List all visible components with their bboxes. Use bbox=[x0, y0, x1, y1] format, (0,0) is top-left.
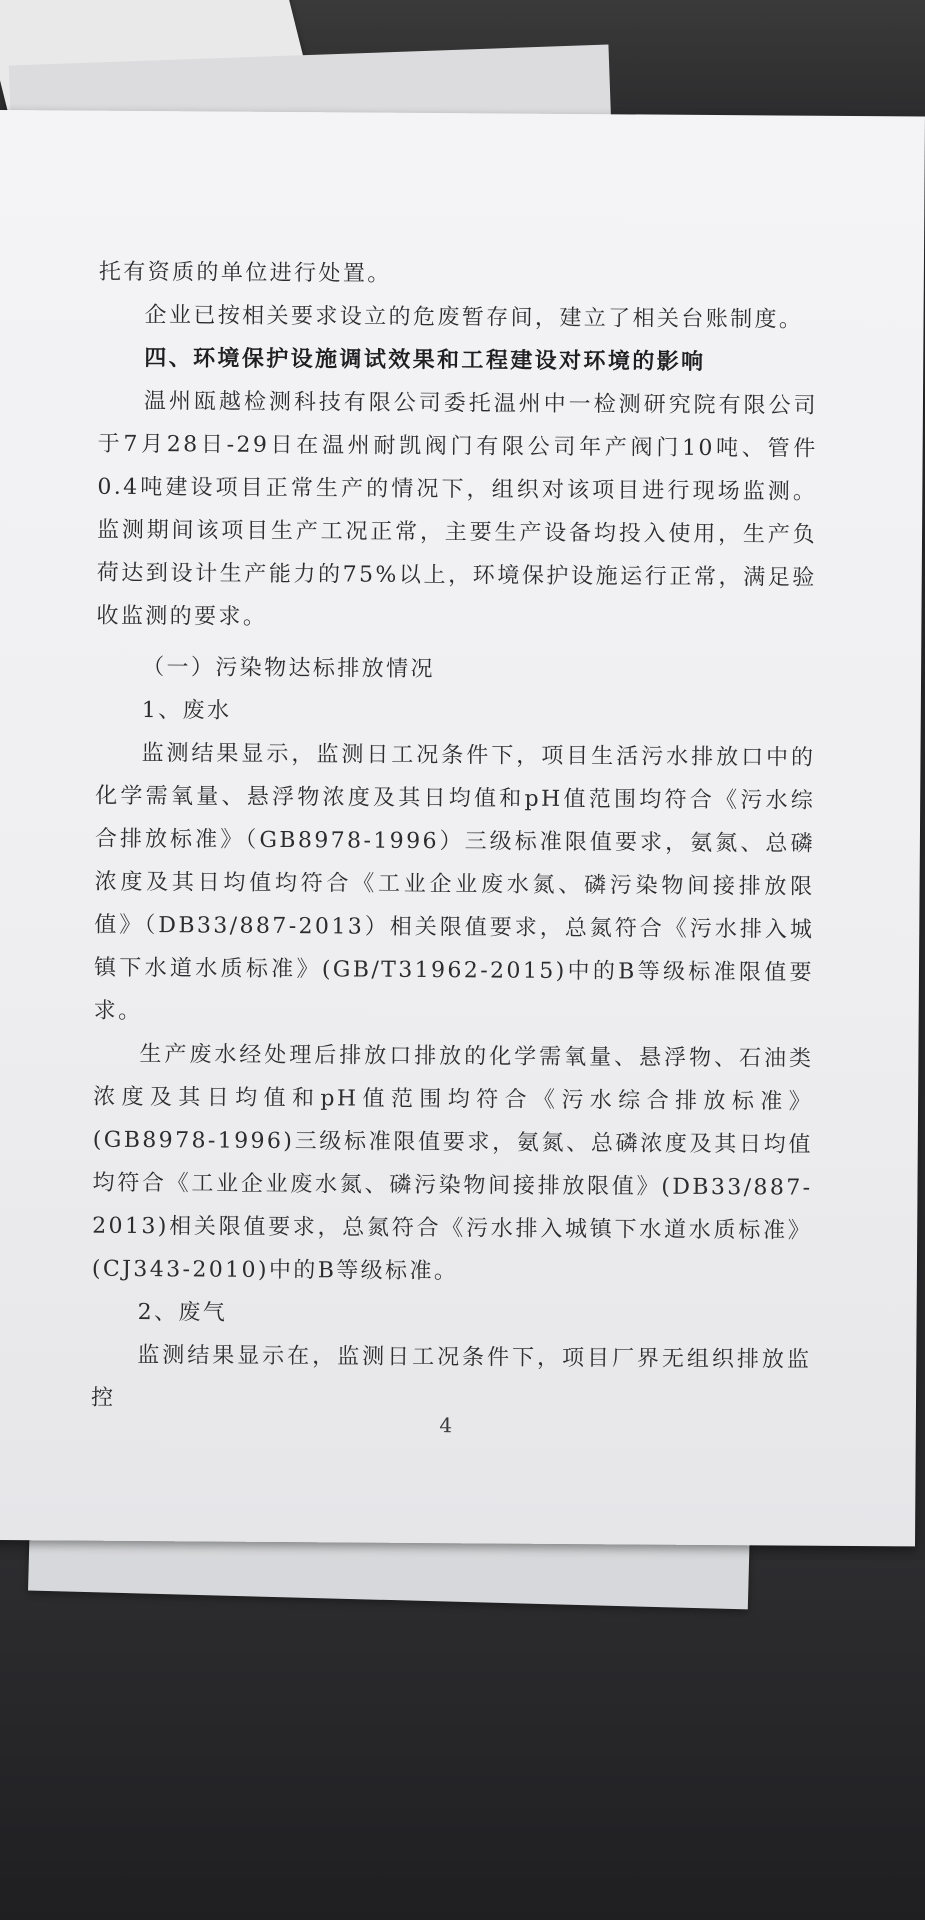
item-heading-exhaust-gas: 2、废气 bbox=[137, 1299, 228, 1326]
item-heading-wastewater: 1、废水 bbox=[141, 698, 232, 724]
page-number: 4 bbox=[439, 1413, 453, 1438]
desk-background-bottom bbox=[0, 1560, 925, 1920]
paragraph-production-wastewater: 生产废水经处理后排放口排放的化学需氧量、悬浮物、石油类浓度及其日均值和pH值范围均符合《污水综合排放标准》(GB8978-1996)三级标准限值要求，氨氮、总磷浓度及其日均值均符合《工业企业废水氮、磷污染物间接排放限值》(DB33/887-2013)相关限值要求，总氮符合《污水排入城镇下水道水质标准》(CJ343-2010)中的B等级标准。 bbox=[91, 1041, 814, 1285]
paragraph-domestic-wastewater: 监测结果显示，监测日工况条件下，项目生活污水排放口中的化学需氧量、悬浮物浓度及其日均值和pH值范围均符合《污水综合排放标准》（GB8978-1996）三级标准限值要求，氨氮、总磷浓度及其日均值均符合《工业企业废水氮、磷污染物间接排放限值》（DB33/887-2013）相关限值要求，总氮符合《污水排入城镇下水道水质标准》(GB/T31962-2015)中的B等级标准限值要求。 bbox=[93, 741, 816, 1025]
paragraph-disposal: 托有资质的单位进行处置。 bbox=[98, 259, 392, 287]
document-page bbox=[0, 110, 925, 1546]
document-body bbox=[91, 251, 819, 1425]
paragraph-monitoring-overview: 温州瓯越检测科技有限公司委托温州中一检测研究院有限公司于7月28日-29日在温州耐凯阀门有限公司年产阀门10吨、管件0.4吨建设项目正常生产的情况下，组织对该项目进行现场监测。监测期间该项目生产工况正常，主要生产设备均投入使用，生产负荷达到设计生产能力的75%以上，环境保护设施运行正常，满足验收监测的要求。 bbox=[96, 389, 819, 630]
paragraph-hazardous-waste: 企业已按相关要求设立的危废暂存间，建立了相关台账制度。 bbox=[144, 303, 804, 333]
paragraph-exhaust-gas: 监测结果显示在，监测日工况条件下，项目厂界无组织排放监控 bbox=[90, 1342, 812, 1411]
subsection-heading: （一）污染物达标排放情况 bbox=[142, 655, 436, 683]
section-heading: 四、环境保护设施调试效果和工程建设对环境的影响 bbox=[144, 345, 706, 375]
